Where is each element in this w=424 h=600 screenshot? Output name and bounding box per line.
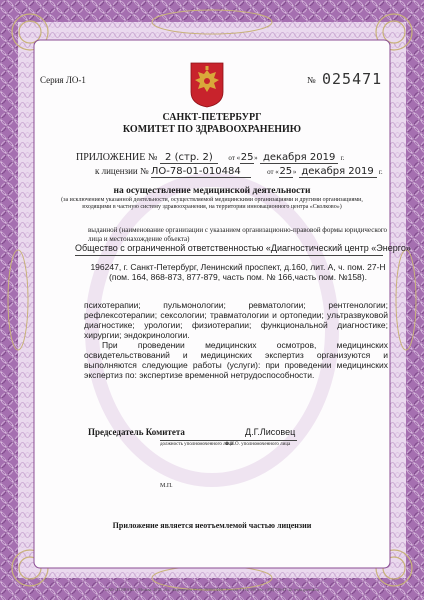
signer-caption: Ф.И.О. уполномоченного лица bbox=[225, 442, 291, 447]
license-number: ЛО-78-01-010484 bbox=[151, 166, 251, 178]
committee-heading: КОМИТЕТ ПО ЗДРАВООХРАНЕНИЮ bbox=[122, 124, 302, 135]
series-label: Серия ЛО-1 bbox=[40, 75, 86, 85]
organization-name: Общество с ограниченной ответственностью «Диагностический центр «Энерго» bbox=[75, 243, 411, 253]
signer-line bbox=[225, 440, 297, 441]
license-month-year: декабря 2019 bbox=[299, 166, 377, 178]
appendix-line: ПРИЛОЖЕНИЕ № 2 (стр. 2) от «25» декабря 2019 г. bbox=[76, 152, 345, 163]
signer-name: Д.Г.Лисовец bbox=[245, 427, 296, 437]
chairman-caption: должность уполномоченного лица bbox=[160, 442, 234, 447]
license-body bbox=[84, 300, 388, 380]
appendix-from: от « bbox=[228, 154, 241, 162]
issued-caption: выданной (наименование организации с указанием организационно-правовой формы юридического лица и местонахождение объекта) bbox=[88, 226, 388, 243]
activity-note: (за исключением указанной деятельности, осуществляемой медицинскими организациями и другими организациями, входящими в частную систему здравоохранения, на территории инновационного центра «Сколково») bbox=[61, 197, 363, 210]
appendix-day: 25 bbox=[240, 152, 254, 163]
number-label: № bbox=[307, 75, 316, 85]
organization-address: 196247, г. Санкт-Петербург, Ленинский проспект, д.160, лит. А, ч. пом. 27-Н (пом. 164, 868-873, 877-879, часть пом. № 166,часть пом. №158). bbox=[90, 262, 386, 282]
exams-paragraph: При проведении медицинских осмотров, медицинских освидетельствований и медицинских экспертиз организуются и выполняются следующие работы (услуги): при проведении медицинских экспертиз по: экспертизе временной нетрудоспособности. bbox=[84, 340, 388, 380]
appendix-month-year: декабря 2019 bbox=[260, 152, 338, 164]
document-number: 025471 bbox=[322, 70, 383, 88]
chairman-title: Председатель Комитета bbox=[88, 427, 185, 437]
printer-imprint: « АО «ГОЗНАК» г. Москва, 2019, «Б», лицензия № 05-05-09/003 ФНС России, ТЗ № 390, тел. (495) 726-47-42, www.goznak.ru bbox=[104, 587, 320, 592]
license-day: 25 bbox=[279, 166, 293, 177]
appendix-page: 2 (стр. 2) bbox=[160, 152, 218, 164]
license-from: от « bbox=[267, 168, 279, 176]
license-label: к лицензии № bbox=[95, 166, 149, 176]
activity-title: на осуществление медицинской деятельности bbox=[113, 186, 311, 196]
appendix-label: ПРИЛОЖЕНИЕ № bbox=[76, 152, 158, 163]
license-year-suffix: г. bbox=[378, 168, 383, 176]
coat-of-arms-emblem bbox=[190, 62, 224, 108]
org-underline bbox=[75, 255, 383, 256]
city-heading: САНКТ-ПЕТЕРБУРГ bbox=[162, 112, 262, 123]
stamp-place: М.П. bbox=[160, 483, 173, 489]
services-paragraph: психотерапии; пульмонологии; ревматологии; рентгенологии; рефлексотерапии; сексологии; травматологии и ортопедии; ультразвуковой диагностике; урологии; физиотерапии; функциональной диагностике; хирургии; эндокринологии. bbox=[84, 300, 388, 340]
license-line: к лицензии № ЛО-78-01-010484 от «25» декабря 2019 г. bbox=[95, 166, 383, 177]
chairman-sign-line bbox=[160, 440, 230, 441]
appendix-footer-note: Приложение является неотъемлемой частью лицензии bbox=[112, 521, 312, 530]
appendix-year-suffix: г. bbox=[340, 154, 345, 162]
